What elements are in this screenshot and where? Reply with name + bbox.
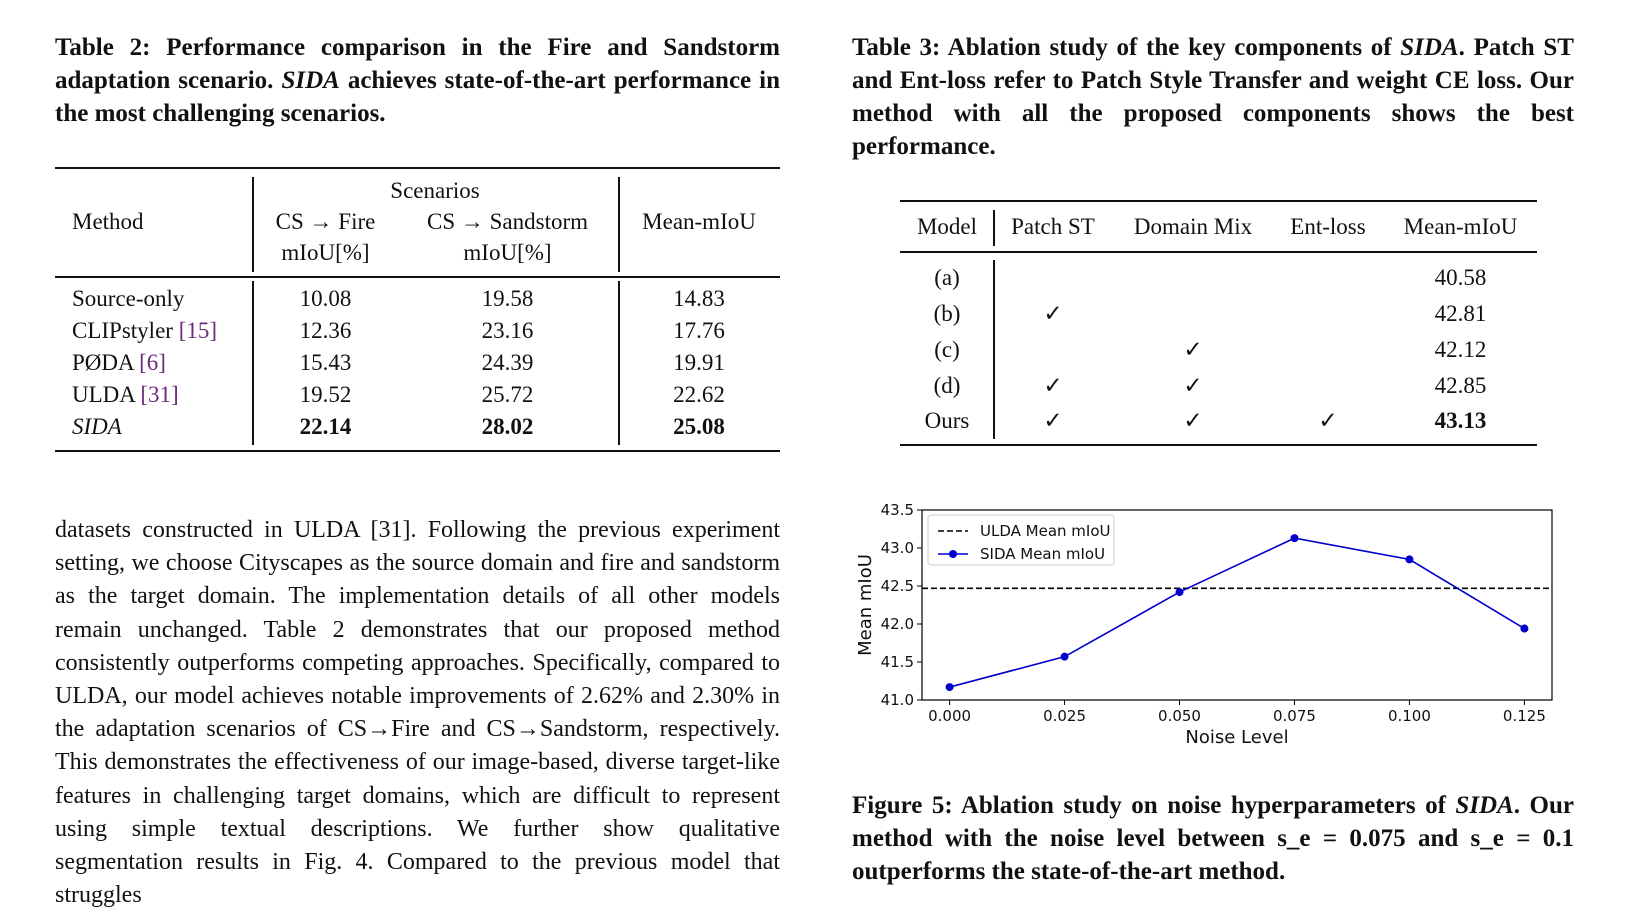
table2-fire-cell: 12.36: [299, 318, 352, 343]
table2-mean-cell: 22.62: [673, 382, 725, 407]
table3-mean-cell: 42.85: [1434, 373, 1487, 398]
sida-data-point: [1176, 588, 1184, 596]
table2-fire-cell: 10.08: [299, 286, 352, 311]
table2-bottom-rule: [55, 450, 780, 452]
y-tick-label: 41.5: [880, 653, 914, 671]
table3-caption-lead: Table 3: Ablation study of the key components of: [852, 34, 1392, 61]
table2-top-rule: [55, 167, 780, 169]
table2-mean-cell: 19.91: [673, 350, 725, 375]
sida-data-point: [1520, 625, 1528, 633]
x-tick-label: 0.100: [1387, 707, 1431, 725]
table3-header-patch: Patch ST: [1011, 214, 1095, 239]
table3-model-cell: (b): [933, 301, 961, 326]
citation-link[interactable]: [15]: [178, 318, 218, 343]
body-paragraph-text: datasets constructed in ULDA [31]. Following the previous experiment setting, we choose Cityscapes as the source domain and fire and sandstorm as the target domain. The implementation details of all other models remain unchanged. Table 2 demonstrates that our proposed method consistently outperforms competing approaches. Specifically, compared to ULDA, our model achieves notable improvements of 2.62% and 2.30% in the adaptation scenarios of CS→Fire and CS→Sandstorm, respectively. This demonstrates the effectiveness of our image-based, diverse target-like features in challenging target domains, which are difficult to represent using simple textual descriptions. We further show qualitative segmentation results in Fig. 4. Compared to the previous model that struggles: [55, 517, 780, 909]
table2-header-fire-metric: mIoU[%]: [281, 240, 370, 265]
table3-header-model: Model: [916, 214, 978, 239]
table2-header-sandstorm: CS → Sandstorm: [426, 209, 589, 234]
x-tick-label: 0.025: [1043, 707, 1087, 725]
table3-top-rule: [900, 200, 1537, 202]
table2-caption: [55, 31, 780, 130]
y-tick-label: 42.5: [880, 577, 914, 595]
table2-method-cell: Source-only: [72, 286, 185, 311]
check-icon: ✓: [1318, 408, 1338, 433]
table3-vline-b: [993, 260, 995, 439]
table2-caption-body: achieves state-of-the-art performance in the most challenging scenarios.: [55, 67, 780, 127]
sida-data-point: [1290, 534, 1298, 542]
table3-caption-method: SIDA: [1400, 34, 1459, 61]
table3-header-mean: Mean-mIoU: [1403, 214, 1518, 239]
table2-mid-rule: [55, 276, 780, 278]
body-paragraph: [55, 514, 780, 912]
table2-caption-lead: Table 2: Performance comparison in the Fire and Sandstorm adaptation scenario.: [55, 34, 780, 94]
table3-mean-cell: 42.81: [1434, 301, 1487, 326]
check-icon: ✓: [1043, 408, 1063, 433]
legend-sida-label: SIDA Mean mIoU: [980, 545, 1106, 563]
citation-link[interactable]: [6]: [139, 350, 166, 375]
y-tick-label: 41.0: [880, 691, 914, 709]
table2-header-method: Method: [72, 209, 144, 234]
y-tick-label: 42.0: [880, 615, 914, 633]
table3-caption: [852, 31, 1574, 163]
table2-mean-cell: 17.76: [673, 318, 725, 343]
x-tick-label: 0.125: [1502, 707, 1546, 725]
x-tick-label: 0.075: [1273, 707, 1316, 725]
figure5-caption: [852, 789, 1574, 888]
table2-header-mean: Mean-mIoU: [642, 209, 756, 234]
y-tick-label: 43.5: [880, 501, 914, 519]
table2-mean-cell: 25.08: [673, 414, 725, 439]
check-icon: ✓: [1043, 373, 1063, 398]
table3-mean-cell: 42.12: [1434, 337, 1487, 362]
figure5-caption-body: . Our method with the noise level between s_e = 0.075 and s_e = 0.1 outperforms the state-of-the-art method.: [852, 792, 1575, 885]
sida-data-point: [1061, 653, 1069, 661]
table2-method-cell: SIDA: [72, 414, 122, 439]
table3-bottom-rule: [900, 444, 1537, 446]
table3-model-cell: Ours: [924, 408, 970, 433]
check-icon: ✓: [1183, 373, 1203, 398]
figure5-chart: [852, 498, 1574, 750]
legend-sida-marker: [949, 550, 957, 558]
table3-mid-rule: [900, 251, 1537, 253]
table3-caption-body: . Patch ST and Ent-loss refer to Patch Style Transfer and weight CE loss. Our method with all the proposed components shows the best performance.: [852, 34, 1574, 160]
table3-header-domain: Domain Mix: [1133, 214, 1253, 239]
sida-data-point: [1405, 555, 1413, 563]
table2-sandstorm-cell: 24.39: [481, 350, 534, 375]
table2-fire-cell: 19.52: [299, 382, 352, 407]
x-tick-label: 0.000: [928, 707, 972, 725]
y-axis-label: Mean mIoU: [855, 554, 876, 656]
sida-data-point: [946, 683, 954, 691]
table3-model-cell: (a): [934, 265, 960, 290]
check-icon: ✓: [1183, 408, 1203, 433]
table2-mean-cell: 14.83: [673, 286, 725, 311]
table2-header-sandstorm-metric: mIoU[%]: [463, 240, 552, 265]
x-tick-label: 0.050: [1158, 707, 1201, 725]
table2-header-scenarios: Scenarios: [390, 178, 480, 203]
table2-vline-1: [252, 177, 254, 272]
figure5-caption-lead: Figure 5: Ablation study on noise hyperparameters of: [852, 792, 1446, 819]
check-icon: ✓: [1183, 337, 1203, 362]
table2-sandstorm-cell: 23.16: [481, 318, 534, 343]
table2-caption-method: SIDA: [281, 67, 340, 94]
table2-header-fire: CS → Fire: [275, 209, 376, 234]
figure5-caption-method: SIDA: [1455, 792, 1514, 819]
table2-method-cell: CLIPstyler [15]: [72, 318, 218, 343]
table3-mean-cell: 43.13: [1434, 408, 1487, 433]
table3-model-cell: (d): [933, 373, 961, 398]
table2-sandstorm-cell: 25.72: [481, 382, 534, 407]
table3-model-cell: (c): [934, 337, 960, 362]
table2-vline-2: [618, 177, 620, 272]
table2-fire-cell: 15.43: [299, 350, 352, 375]
table3-mean-cell: 40.58: [1434, 265, 1487, 290]
y-tick-label: 43.0: [880, 539, 914, 557]
citation-link[interactable]: [31]: [140, 382, 179, 407]
check-icon: ✓: [1043, 301, 1063, 326]
table2-vline-2b: [618, 281, 620, 445]
table2-sandstorm-cell: 28.02: [481, 414, 534, 439]
table2-method-cell: PØDA [6]: [72, 350, 166, 375]
table3-vline: [993, 210, 995, 246]
table2-method-cell: ULDA [31]: [72, 382, 179, 407]
table2-sandstorm-cell: 19.58: [481, 286, 534, 311]
x-axis-label: Noise Level: [1185, 727, 1289, 748]
table2-vline-1b: [252, 281, 254, 445]
legend-ulda-label: ULDA Mean mIoU: [980, 522, 1111, 540]
table2-fire-cell: 22.14: [299, 414, 352, 439]
table3-header-ent: Ent-loss: [1290, 214, 1366, 239]
